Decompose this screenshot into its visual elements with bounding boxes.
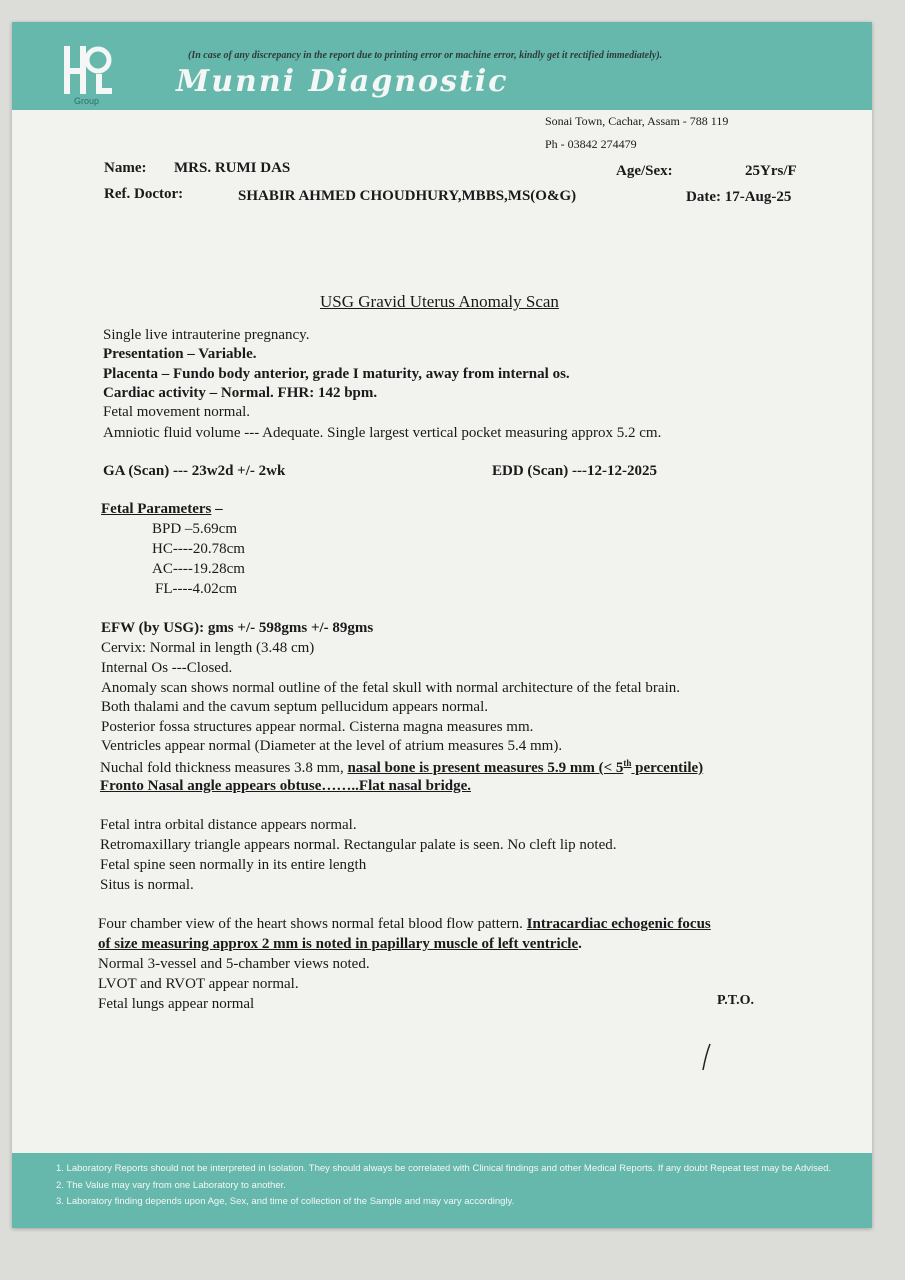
- ref-doctor: SHABIR AHMED CHOUDHURY,MBBS,MS(O&G): [238, 188, 577, 204]
- finding-line: Presentation – Variable.: [103, 346, 257, 362]
- age-sex-label: Age/Sex:: [616, 163, 673, 179]
- param-hc: HC----20.78cm: [152, 541, 245, 557]
- report-date: Date: 17-Aug-25: [686, 189, 792, 205]
- param-bpd: BPD –5.69cm: [152, 521, 238, 537]
- pto-label: P.T.O.: [717, 993, 754, 1008]
- finding-line: Fetal spine seen normally in its entire length: [100, 857, 367, 873]
- finding-line: Single live intrauterine pregnancy.: [103, 327, 310, 343]
- finding-line: Anomaly scan shows normal outline of the fetal skull with normal architecture of the fetal brain.: [101, 680, 680, 696]
- ref-doctor-label: Ref. Doctor:: [104, 186, 184, 202]
- footer-note: 3. Laboratory finding depends upon Age, Sex, and time of collection of the Sample and may vary accordingly.: [56, 1196, 515, 1207]
- finding-line: Fetal movement normal.: [103, 404, 251, 420]
- param-fl: FL----4.02cm: [155, 581, 238, 597]
- address: Sonai Town, Cachar, Assam - 788 119: [545, 114, 729, 128]
- age-sex: 25Yrs/F: [745, 163, 797, 179]
- finding-line: Placenta – Fundo body anterior, grade I maturity, away from internal os.: [103, 366, 570, 382]
- footer-note: 2. The Value may vary from one Laboratory to another.: [56, 1180, 286, 1191]
- heart-line-2: of size measuring approx 2 mm is noted in papillary muscle of left ventricle.: [98, 936, 582, 952]
- finding-line: Fetal lungs appear normal: [98, 996, 255, 1012]
- name-label: Name:: [104, 160, 147, 176]
- report-page: [12, 22, 872, 1228]
- finding-line: Both thalami and the cavum septum pellucidum appears normal.: [101, 699, 488, 715]
- finding-line: Ventricles appear normal (Diameter at the level of atrium measures 5.4 mm).: [101, 738, 563, 754]
- finding-line: Cervix: Normal in length (3.48 cm): [101, 640, 315, 656]
- finding-line: Amniotic fluid volume --- Adequate. Single largest vertical pocket measuring approx 5.2 cm.: [103, 425, 662, 441]
- phone: Ph - 03842 274479: [545, 137, 637, 151]
- report-title: USG Gravid Uterus Anomaly Scan: [320, 292, 559, 311]
- finding-line: Situs is normal.: [100, 877, 194, 893]
- header-band: [12, 22, 872, 110]
- logo-group-text: Group: [74, 96, 100, 106]
- nuchal-line: Nuchal fold thickness measures 3.8 mm, nasal bone is present measures 5.9 mm (< 5th percentile): [100, 758, 704, 776]
- disclaimer: (In case of any discrepancy in the report due to printing error or machine error, kindly get it rectified immediately).: [188, 50, 663, 61]
- param-ac: AC----19.28cm: [152, 561, 245, 577]
- finding-line: Normal 3-vessel and 5-chamber views noted.: [98, 956, 370, 972]
- finding-line: Internal Os ---Closed.: [101, 660, 233, 676]
- patient-name: MRS. RUMI DAS: [174, 160, 291, 176]
- finding-line: LVOT and RVOT appear normal.: [98, 976, 299, 992]
- finding-line: Retromaxillary triangle appears normal. Rectangular palate is seen. No cleft lip noted.: [100, 837, 617, 853]
- footer-note: 1. Laboratory Reports should not be interpreted in Isolation. They should always be correlated with Clinical findings and other Medical Reports. If any doubt Repeat test may be Advised.: [56, 1163, 832, 1174]
- fronto-nasal-line: Fronto Nasal angle appears obtuse……..Flat nasal bridge.: [100, 778, 471, 794]
- heart-line-1: Four chamber view of the heart shows normal fetal blood flow pattern. Intracardiac echogenic focus: [98, 916, 711, 932]
- edd-scan: EDD (Scan) ---12-12-2025: [492, 463, 657, 479]
- finding-line: Cardiac activity – Normal. FHR: 142 bpm.: [103, 385, 378, 401]
- brand-name: Munni Diagnostic: [176, 64, 509, 99]
- signature-mark: [700, 1042, 714, 1072]
- efw: EFW (by USG): gms +/- 598gms +/- 89gms: [101, 620, 374, 636]
- fetal-params-heading: Fetal Parameters –: [101, 501, 223, 517]
- footer-band: [12, 1153, 872, 1228]
- ga-scan: GA (Scan) --- 23w2d +/- 2wk: [103, 463, 286, 479]
- finding-line: Fetal intra orbital distance appears normal.: [100, 817, 357, 833]
- finding-line: Posterior fossa structures appear normal. Cisterna magna measures mm.: [101, 719, 534, 735]
